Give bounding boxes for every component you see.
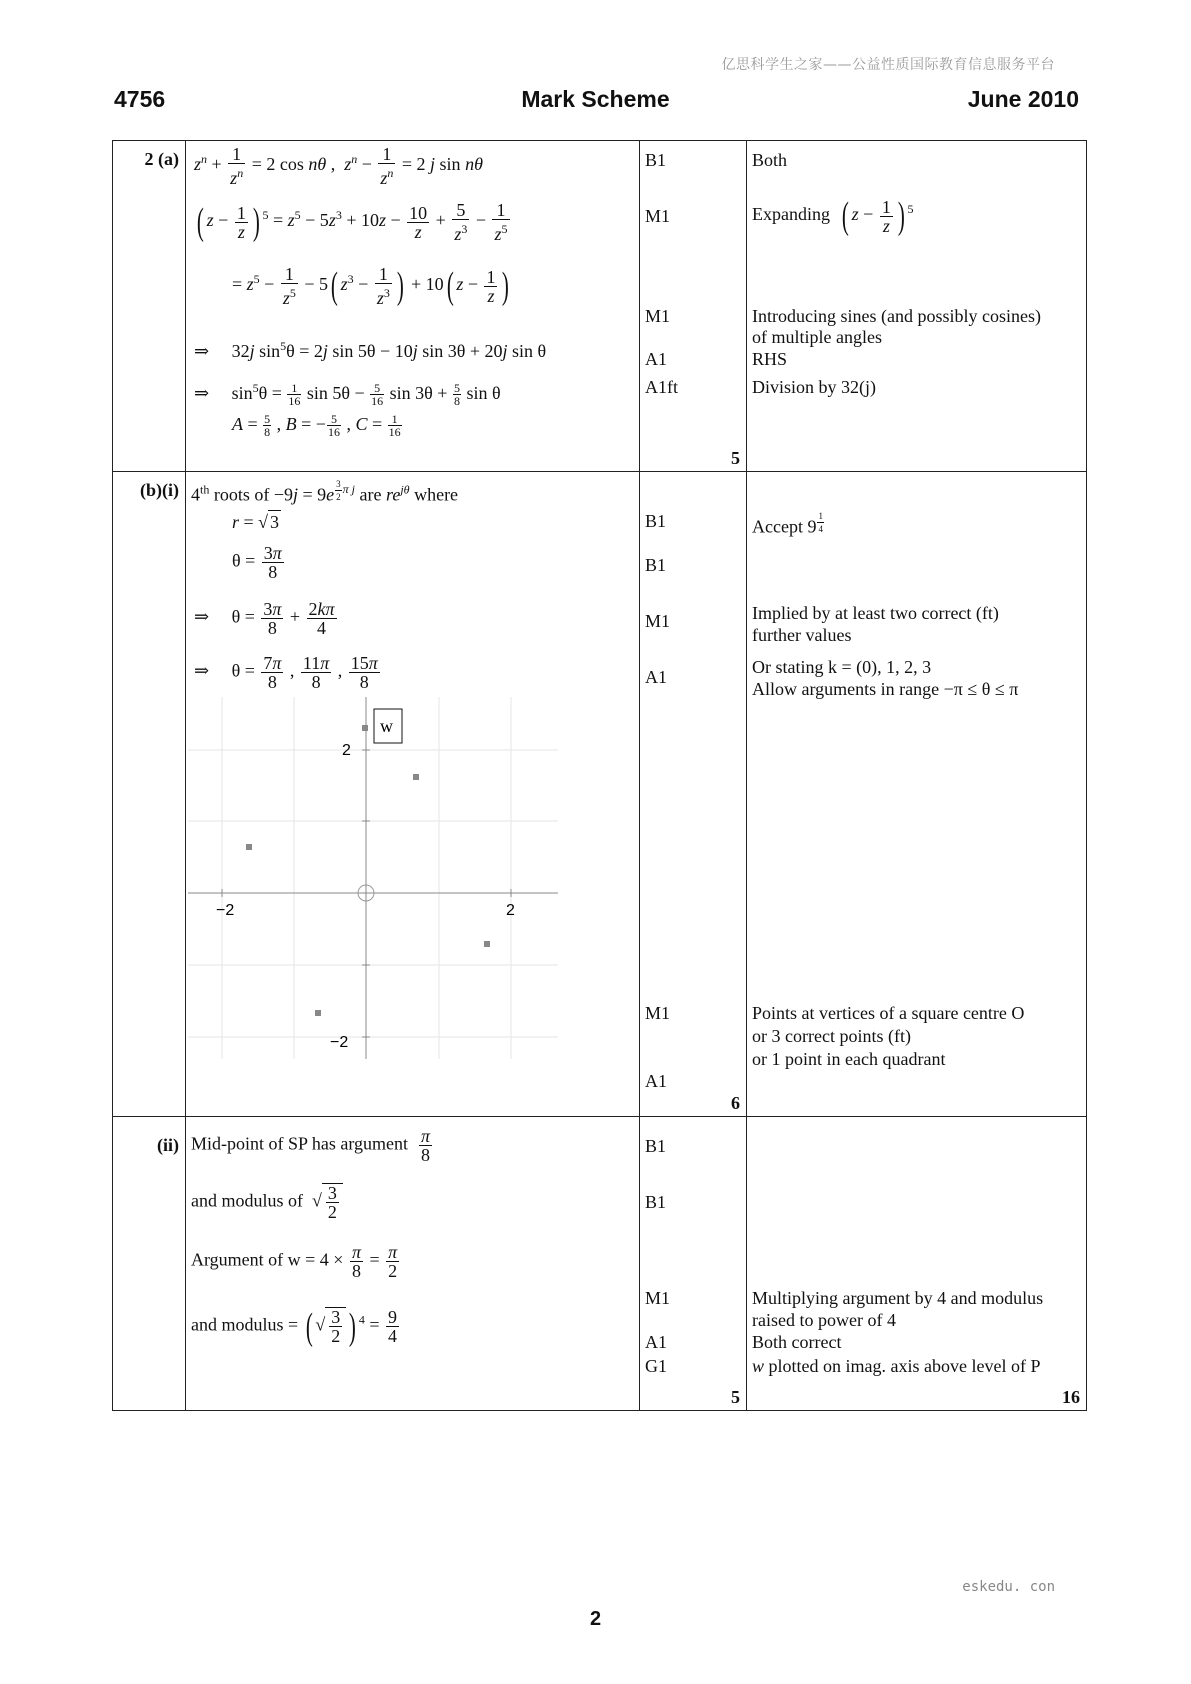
comment: RHS (752, 349, 788, 369)
comments-2a (747, 141, 1087, 472)
mark: B1 (645, 150, 667, 170)
argand-diagram (188, 697, 558, 1059)
mark: M1 (645, 206, 671, 226)
point-root-2 (246, 844, 252, 850)
mark: G1 (645, 1356, 667, 1376)
comment: w plotted on imag. axis above level of P (752, 1356, 1041, 1376)
section-total: 6 (731, 1093, 740, 1113)
comment: Introducing sines (and possibly cosines) (752, 306, 1041, 326)
comment: Implied by at least two correct (ft) (752, 603, 999, 623)
working-2bii (186, 1117, 640, 1411)
comment: Both correct (752, 1332, 842, 1352)
x-tick-neg: −2 (216, 902, 235, 919)
marks-2a (640, 141, 747, 472)
working-line: Mid-point of SP has argument $\frac{\pi}{8}$ (191, 1126, 431, 1165)
comment: Allow arguments in range −π ≤ θ ≤ π (752, 679, 1019, 699)
section-total: 5 (731, 448, 740, 468)
w-label: w (380, 716, 393, 736)
working-line: ⇒ θ = $\frac{7\pi}{8}$ , $\frac{11\pi}{8}$ , $\frac{15\pi}{8}$ (194, 653, 378, 692)
marks-2bi (640, 472, 747, 1117)
mark: M1 (645, 1288, 671, 1308)
mark: B1 (645, 555, 667, 575)
working-line: Argument of w = 4 × $\frac{\pi}{8}$ = $\frac{\pi}{2}$ (191, 1242, 398, 1281)
mark-scheme-table (112, 140, 1087, 1411)
mark: A1 (645, 349, 667, 369)
mark: A1ft (645, 377, 678, 397)
working-line: = $z^5$ − $\frac{1}{z^5}$ − 5( $z^3$ − $\frac{1}{z^3}$ ) + 10( z − $\frac{1}{z}$ ) (232, 264, 510, 308)
comment: further values (752, 625, 852, 645)
mark: B1 (645, 511, 667, 531)
point-root-3 (484, 941, 490, 947)
working-line: $z^n$ + $\frac{1}{z^n}$ = 2 cos nθ , $z^n$ − $\frac{1}{z^n}$ = 2 j sin nθ (194, 144, 483, 188)
mark: A1 (645, 1332, 667, 1352)
working-line: A = $\frac{5}{8}$ , B = − $\frac{5}{16}$ , C = $\frac{1}{16}$ (232, 412, 401, 440)
comment: Points at vertices of a square centre O (752, 1003, 1025, 1023)
question-label: (b)(i) (140, 480, 179, 500)
comment: Division by 32(j) (752, 377, 876, 397)
footer-watermark: eskedu. con (962, 1579, 1055, 1595)
point-root-4 (315, 1010, 321, 1016)
roots (246, 725, 490, 1016)
page-number: 2 (589, 1608, 602, 1630)
comment: Accept 9 $^{\frac{1}{4}}$ (752, 511, 823, 537)
comment: Expanding ( z − $\frac{1}{z}$ ) $^5$ (752, 195, 914, 237)
comment: Both (752, 150, 788, 170)
row-2a (113, 141, 1087, 472)
y-tick-neg: −2 (330, 1034, 349, 1051)
comment: Multiplying argument by 4 and modulus (752, 1288, 1044, 1308)
working-line: ⇒ $\sin^5\theta$ = $\frac{1}{16}$ sin 5θ − $\frac{5}{16}$ sin 3θ + $\frac{5}{8}$ sin θ (194, 381, 501, 409)
watermark: 亿思科学生之家——公益性质国际教育信息服务平台 (721, 57, 1055, 73)
working-line: r = √ 3 (232, 512, 280, 532)
comment: Or stating k = (0), 1, 2, 3 (752, 657, 932, 677)
working-line: and modulus of √ $\frac{3}{2}$ (191, 1183, 343, 1221)
mark: M1 (645, 306, 671, 326)
mark: B1 (645, 1136, 667, 1156)
grand-total: 16 (1062, 1387, 1080, 1407)
comments-2bi (747, 472, 1087, 1117)
working-2bi (186, 472, 640, 1117)
row-2bi (113, 472, 1087, 1117)
working-line: and modulus = ( √ $\frac{3}{2}$ ) $^4$ = $\frac{9}{4}$ (191, 1305, 398, 1348)
comment: raised to power of 4 (752, 1310, 896, 1330)
row-2bii (113, 1117, 1087, 1411)
point-root-1 (413, 774, 419, 780)
mark: M1 (645, 611, 671, 631)
question-label: (ii) (157, 1135, 179, 1155)
comment: or 3 correct points (ft) (752, 1026, 911, 1046)
mark: A1 (645, 667, 667, 687)
comment: of multiple angles (752, 327, 882, 347)
x-tick-pos: 2 (506, 902, 515, 919)
comments-2bii (747, 1117, 1087, 1411)
working-line: ⇒ θ = $\frac{3\pi}{8}$ + $\frac{2k\pi}{4}$ (194, 599, 335, 638)
working-line: 4th roots of −9j = 9e $^{\frac{3}{2} \pi j}$ are $re^{j\theta}$ where (191, 479, 459, 505)
working-2a (186, 141, 640, 472)
exam-date: June 2010 (967, 86, 1079, 112)
question-label: 2 (a) (144, 149, 179, 169)
comment: or 1 point in each quadrant (752, 1049, 946, 1069)
paper-code: 4756 (114, 86, 166, 112)
section-total: 5 (731, 1387, 740, 1407)
working-line: ( z − $\frac{1}{z}$ ) $^5 = z^5 - 5z^3 + 10z$ − $\frac{10}{z}$ + $\frac{5}{z^3}$ − $\frac{1}{z^5}$ (196, 200, 508, 244)
working-line: ⇒ 32j $\sin^5\theta = 2j$ sin 5θ − 10j sin 3θ + 20j sin θ (194, 339, 547, 361)
mark: M1 (645, 1003, 671, 1023)
marks-2bii (640, 1117, 747, 1411)
working-line: θ = $\frac{3\pi}{8}$ (232, 543, 282, 582)
mark: B1 (645, 1192, 667, 1212)
y-tick-pos: 2 (342, 742, 351, 759)
point-w (362, 725, 368, 731)
mark: A1 (645, 1071, 667, 1091)
document-title: Mark Scheme (521, 86, 670, 112)
